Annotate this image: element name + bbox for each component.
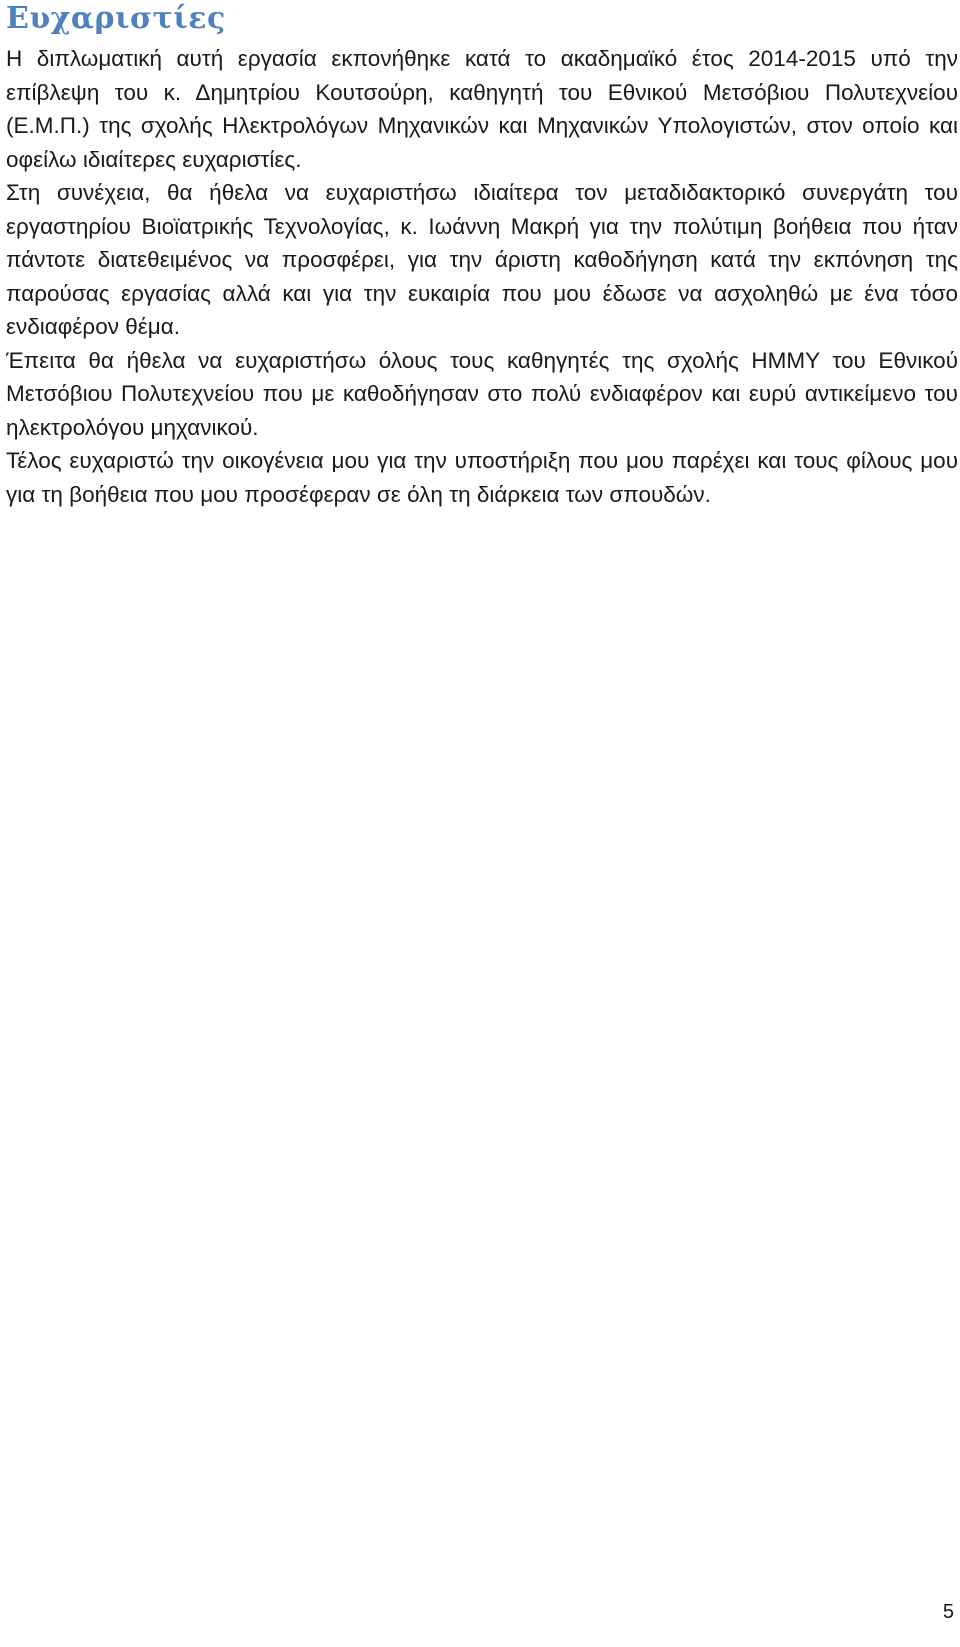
paragraph-supervisor: Η διπλωματική αυτή εργασία εκπονήθηκε κατά το ακαδημαϊκό έτος 2014-2015 υπό την επίβλεψη του κ. Δημητρίου Κουτσούρη, καθηγητή του Εθνικού Μετσόβιου Πολυτεχνείου (Ε.Μ.Π.) της σχολής Ηλεκτρολόγων Μηχανικών και Μηχανικών Υπολογιστών, στον οποίο και οφείλω ιδιαίτερες ευχαριστίες. — [6, 46, 958, 172]
paragraph-family: Τέλος ευχαριστώ την οικογένεια μου για την υποστήριξη που μου παρέχει και τους φίλους μου για τη βοήθεια που μου προσέφεραν σε όλη τη διάρκεια των σπουδών. — [6, 448, 958, 507]
page-heading: Ευχαριστίες — [6, 1, 226, 36]
acknowledgements-body — [6, 42, 958, 511]
paragraph-professors: Έπειτα θα ήθελα να ευχαριστήσω όλους τους καθηγητές της σχολής ΗΜΜΥ του Εθνικού Μετσόβιου Πολυτεχνείου που με καθοδήγησαν στο πολύ ενδιαφέρον και ευρύ αντικείμενο του ηλεκτρολόγου μηχανικού. — [6, 347, 958, 440]
paragraph-collaborator: Στη συνέχεια, θα ήθελα να ευχαριστήσω ιδιαίτερα τον μεταδιδακτορικό συνεργάτη του εργαστηρίου Βιοϊατρικής Τεχνολογίας, κ. Ιωάννη Μακρή για την πολύτιμη βοήθεια που ήταν πάντοτε διατεθειμένος να προσφέρει, για την άριστη καθοδήγηση κατά την εκπόνηση της παρούσας εργασίας αλλά και για την ευκαιρία που μου έδωσε να ασχοληθώ με ένα τόσο ενδιαφέρον θέμα. — [6, 180, 958, 339]
page-number: 5 — [942, 1601, 954, 1623]
